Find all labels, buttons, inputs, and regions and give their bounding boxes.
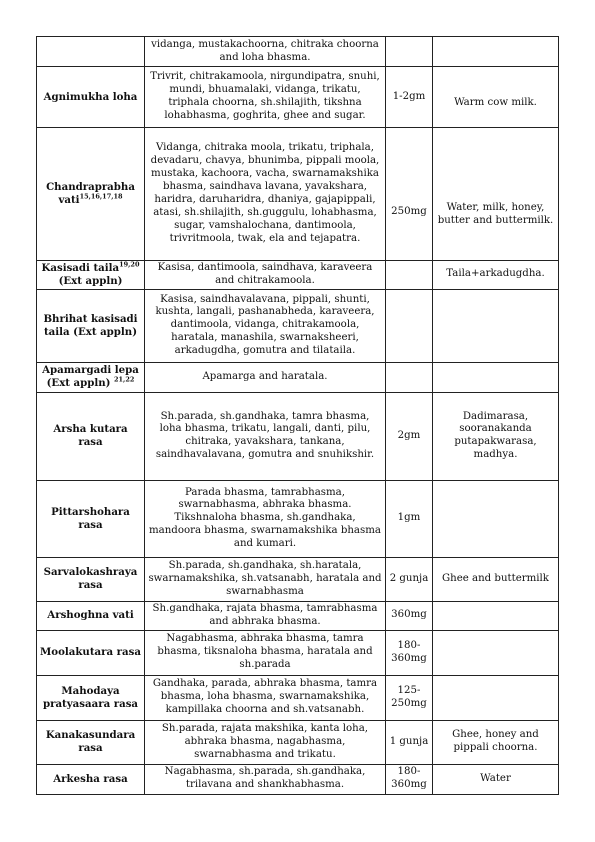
formulation-table <box>36 36 559 795</box>
application-note: (Ext appln) <box>46 377 111 390</box>
drug-name-cell: Sarvalokashraya rasa <box>37 557 145 601</box>
dose-cell: 360mg <box>386 601 433 630</box>
anupana-cell <box>433 675 559 720</box>
anupana-cell: Dadimarasa, sooranakanda putapakwarasa, madhya. <box>433 392 559 480</box>
application-note: (Ext appln) <box>58 274 123 287</box>
ingredients-cell: Sh.parada, rajata makshika, kanta loha, abhraka bhasma, nagabhasma, swarnabhasma and trikatu. <box>145 720 386 764</box>
ingredients-cell: Parada bhasma, tamrabhasma, swarnabhasma, abhraka bhasma. Tikshnaloha bhasma, sh.gandhaka, mandoora bhasma, swarnamakshika bhasma and kumari. <box>145 480 386 557</box>
reference-superscript: 15,16,17,18 <box>79 192 123 201</box>
anupana-cell <box>433 37 559 67</box>
dose-cell: 250mg <box>386 128 433 261</box>
anupana-cell: Water, milk, honey, butter and buttermilk. <box>433 128 559 261</box>
dose-cell: 2 gunja <box>386 557 433 601</box>
ingredients-cell: Kasisa, dantimoola, saindhava, karaveera and chitrakamoola. <box>145 261 386 290</box>
dose-cell <box>386 289 433 362</box>
anupana-cell <box>433 289 559 362</box>
table-row <box>37 630 559 675</box>
drug-name-cell: Mahodaya pratyasaara rasa <box>37 675 145 720</box>
drug-name-cell: Pittarshohara rasa <box>37 480 145 557</box>
table-row <box>37 362 559 392</box>
dose-cell: 180-360mg <box>386 764 433 794</box>
anupana-cell: Ghee, honey and pippali choorna. <box>433 720 559 764</box>
table-row <box>37 601 559 630</box>
dose-cell: 1-2gm <box>386 67 433 128</box>
ingredients-cell: Kasisa, saindhavalavana, pippali, shunti, kushta, langali, pashanabheda, karaveera, dantimoola, vidanga, chitrakamoola, haratala, manashila, swarnaksheeri, arkadugdha, gomutra and tilataila. <box>145 289 386 362</box>
dose-cell: 2gm <box>386 392 433 480</box>
drug-name-cell: Bhrihat kasisadi taila (Ext appln) <box>37 289 145 362</box>
dose-cell: 1gm <box>386 480 433 557</box>
reference-superscript: 21,22 <box>114 375 135 384</box>
anupana-cell <box>433 601 559 630</box>
anupana-cell <box>433 480 559 557</box>
ingredients-cell: Trivrit, chitrakamoola, nirgundipatra, snuhi, mundi, bhuamalaki, vidanga, trikatu, triphala choorna, sh.shilajith, tikshna lohabhasma, goghrita, ghee and sugar. <box>145 67 386 128</box>
drug-name-cell: Moolakutara rasa <box>37 630 145 675</box>
dose-cell <box>386 362 433 392</box>
drug-name-cell: Arkesha rasa <box>37 764 145 794</box>
drug-name-cell <box>37 128 145 261</box>
ingredients-cell: Nagabhasma, sh.parada, sh.gandhaka, trilavana and shankhabhasma. <box>145 764 386 794</box>
drug-name-cell <box>37 261 145 290</box>
anupana-cell: Warm cow milk. <box>433 67 559 128</box>
drug-name-cell: Agnimukha loha <box>37 67 145 128</box>
anupana-cell: Water <box>433 764 559 794</box>
table-row <box>37 37 559 67</box>
anupana-cell: Ghee and buttermilk <box>433 557 559 601</box>
drug-name-cell <box>37 37 145 67</box>
table-row <box>37 480 559 557</box>
ingredients-cell: Vidanga, chitraka moola, trikatu, triphala, devadaru, chavya, bhunimba, pippali moola, mustaka, kachoora, vacha, swarnamakshika bhasma, saindhava lavana, yavakshara, haridra, daruharidra, dhaniya, gajapippali, atasi, sh.shilajith, sh.guggulu, lohabhasma, sugar, vamshalochana, dantimoola, trivritmoola, twak, ela and tejapatra. <box>145 128 386 261</box>
drug-name-cell <box>37 362 145 392</box>
drug-name: Kasisadi taila <box>41 262 120 274</box>
ingredients-cell: Sh.parada, sh.gandhaka, sh.haratala, swarnamakshika, sh.vatsanabh, haratala and swarnabhasma <box>145 557 386 601</box>
ingredients-cell: Gandhaka, parada, abhraka bhasma, tamra bhasma, loha bhasma, swarnamakshika, kampillaka choorna and sh.vatsanabh. <box>145 675 386 720</box>
table-row <box>37 67 559 128</box>
dose-cell: 125-250mg <box>386 675 433 720</box>
drug-name: Chandraprabha vati <box>46 181 135 206</box>
table-row <box>37 128 559 261</box>
table-row <box>37 392 559 480</box>
table-row <box>37 261 559 290</box>
anupana-cell <box>433 630 559 675</box>
drug-name: Apamargadi lepa <box>42 364 139 377</box>
reference-superscript: 19,20 <box>119 260 140 269</box>
ingredients-cell: Apamarga and haratala. <box>145 362 386 392</box>
table-row <box>37 720 559 764</box>
anupana-cell: Taila+arkadugdha. <box>433 261 559 290</box>
ingredients-cell: Nagabhasma, abhraka bhasma, tamra bhasma, tiksnaloha bhasma, haratala and sh.parada <box>145 630 386 675</box>
drug-name-cell: Arshoghna vati <box>37 601 145 630</box>
table-row <box>37 557 559 601</box>
dose-cell <box>386 37 433 67</box>
table-row <box>37 675 559 720</box>
dose-cell: 1 gunja <box>386 720 433 764</box>
drug-name-cell: Arsha kutara rasa <box>37 392 145 480</box>
dose-cell: 180-360mg <box>386 630 433 675</box>
table-row <box>37 764 559 794</box>
table-row <box>37 289 559 362</box>
anupana-cell <box>433 362 559 392</box>
drug-name-cell: Kanakasundara rasa <box>37 720 145 764</box>
ingredients-cell: vidanga, mustakachoorna, chitraka choorna and loha bhasma. <box>145 37 386 67</box>
dose-cell <box>386 261 433 290</box>
ingredients-cell: Sh.parada, sh.gandhaka, tamra bhasma, loha bhasma, trikatu, langali, danti, pilu, chitraka, yavakshara, tankana, saindhavalavana, gomutra and snuhikshir. <box>145 392 386 480</box>
ingredients-cell: Sh.gandhaka, rajata bhasma, tamrabhasma and abhraka bhasma. <box>145 601 386 630</box>
